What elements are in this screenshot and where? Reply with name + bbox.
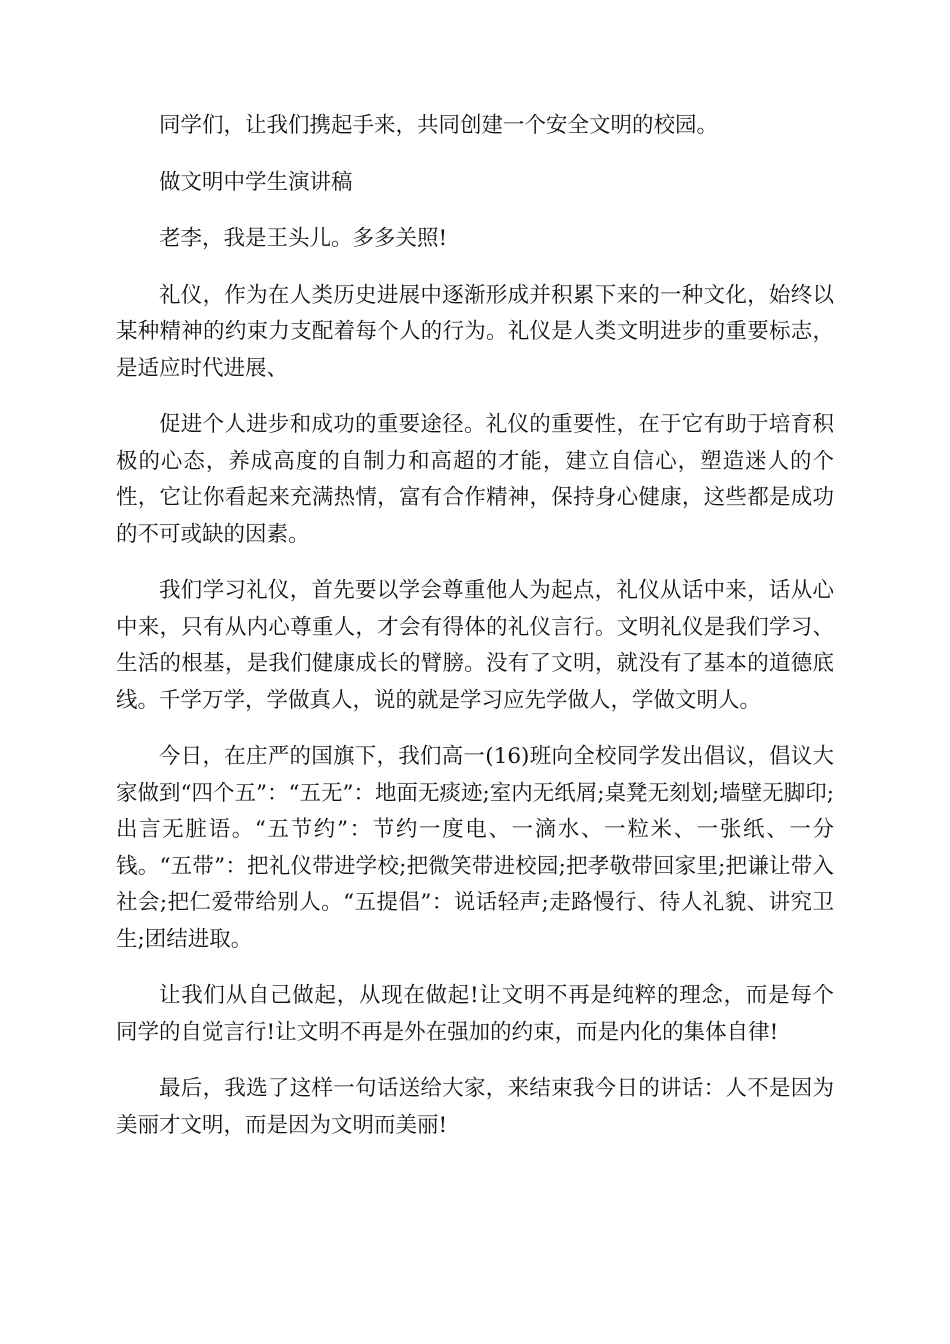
paragraph-closing: 最后，我选了这样一句话送给大家，来结束我今日的讲话：人不是因为美丽才文明，而是因为文明而美丽! xyxy=(116,1076,834,1138)
paragraph-greeting: 老李，我是王头儿。多多关照! xyxy=(159,226,448,251)
paragraph-etiquette-importance: 促进个人进步和成功的重要途径。礼仪的重要性，在于它有助于培育积极的心态，养成高度的自制力和高超的才能，建立自信心，塑造迷人的个性，它让你看起来充满热情，富有合作精神，保持身心健康，这些都是成功的不可或缺的因素。 xyxy=(116,412,834,547)
document-page xyxy=(116,108,834,1164)
paragraph-proposal: 今日，在庄严的国旗下，我们高一(16)班向全校同学发出倡议，倡议大家做到“四个五”：“五无”：地面无痰迹;室内无纸屑;桌凳无刻划;墙壁无脚印;出言无脏语。“五节约”：节约一度电、一滴水、一粒米、一张纸、一分钱。“五带”：把礼仪带进学校;把微笑带进校园;把孝敬带回家里;把谦让带入社会;把仁爱带给别人。“五提倡”：说话轻声;走路慢行、待人礼貌、讲究卫生;团结进取。 xyxy=(116,744,834,952)
paragraph-1: 同学们，让我们携起手来，共同创建一个安全文明的校园。 xyxy=(159,113,719,138)
speech-title: 做文明中学生演讲稿 xyxy=(159,169,353,195)
paragraph-call-to-action: 让我们从自己做起，从现在做起!让文明不再是纯粹的理念，而是每个同学的自觉言行!让文明不再是外在强加的约束，而是内化的集体自律! xyxy=(116,983,834,1045)
paragraph-etiquette-intro: 礼仪，作为在人类历史进展中逐渐形成并积累下来的一种文化，始终以某种精神的约束力支配着每个人的行为。礼仪是人类文明进步的重要标志，是适应时代进展、 xyxy=(116,282,834,381)
paragraph-learning-etiquette: 我们学习礼仪，首先要以学会尊重他人为起点，礼仪从话中来，话从心中来，只有从内心尊重人，才会有得体的礼仪言行。文明礼仪是我们学习、生活的根基，是我们健康成长的臂膀。没有了文明，就没有了基本的道德底线。千学万学，学做真人，说的就是学习应先学做人，学做文明人。 xyxy=(116,578,834,713)
